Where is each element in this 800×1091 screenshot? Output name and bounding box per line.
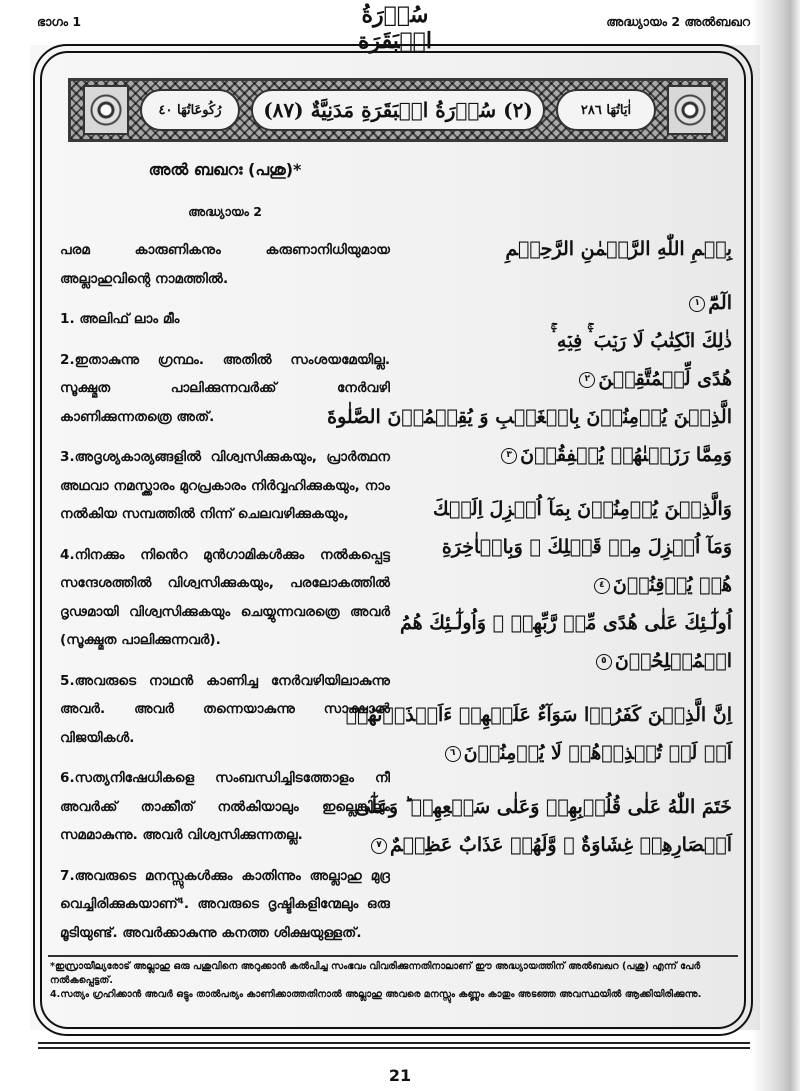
- ornament-medallion-icon: [83, 85, 129, 135]
- arabic-line: اِنَّ الَّذِيۡنَ كَفَرُوۡا سَوَآءٌ عَلَيۡهِمۡ ءَاَنۡذَرۡتَهُمۡ: [345, 704, 732, 726]
- arabic-line: اَبۡصَارِهِمۡ غِشَاوَةٌ ۚ وَّلَهُمۡ عَذَابٌ عَظِيۡمٌ٧: [402, 826, 732, 864]
- arabic-line: خَتَمَ اللّٰهُ عَلٰى قُلُوۡبِهِمۡ وَعَلٰى سَمۡعِهِمۡ ؕ وَعَلٰٓى: [355, 796, 732, 818]
- verse-translation-7: 7.അവരുടെ മനസ്സുകൾക്കും കാതിന്നും അല്ലാഹു മുദ്ര വെച്ചിരിക്കുകയാണ്⁴. അവരുടെ ദൃഷ്ടികളിന്മേലും ഒരു മൂടിയുണ്ട്. അവർക്കാകുന്നു കനത്ത ശിക്ഷയുള്ളത്.: [60, 867, 390, 941]
- chapter-label: അദ്ധ്യായം 2: [188, 204, 262, 219]
- verse-translation-6: 6.സത്യനിഷേധികളെ സംബന്ധിച്ചിടത്തോളം നീ അവർക്ക് താക്കീത് നൽകിയാലും ഇല്ലെങ്കിലും സമമാകുന്നു. അവർ വിശ്വസിക്കുന്നതല്ല.: [60, 770, 390, 843]
- arabic-line: هُمۡ يُوۡقِنُوۡنَ٤: [402, 566, 732, 604]
- footnote-divider: [48, 955, 738, 957]
- ayah-number-marker: ٣: [501, 448, 517, 464]
- arabic-text-column: [327, 230, 732, 864]
- footnote-asterisk: *ഇസ്രായീല്യരോട് അല്ലാഹു ഒരു പശുവിനെ അറുക്കാൻ കൽപിച്ച സംഭവം വിവരിക്കുന്നതിനാലാണ് ഈ അദ്ധ്യായത്തിന് അൽബഖറ (പശു) എന്ന് പേർ നൽകപ്പെട്ടത്.: [50, 961, 701, 986]
- ayah-number-marker: ٤: [594, 578, 610, 594]
- ayah-number-marker: ٥: [596, 654, 612, 670]
- surah-title-cartouche: (٢) سُوۡرَةُ الۡبَقَرَةِ مَدَنِيَّةٌ (٨٧): [251, 89, 545, 131]
- surah-name-arabic: سُوۡرَةُ الۡبَقَرَة: [358, 2, 432, 54]
- arabic-line: اَمۡ لَمۡ تُنۡذِرۡهُمۡ لَا يُؤۡمِنُوۡنَ٦: [402, 734, 732, 772]
- arabic-line: وَمِمَّا رَزَقۡنٰهُمۡ يُنۡفِقُوۡنَ٣: [402, 436, 732, 474]
- footnotes: [50, 960, 740, 1002]
- arabic-line: وَمَآ اُنۡزِلَ مِنۡ قَبۡلِكَ ۚ وَبِالۡاٰخِرَةِ: [441, 536, 732, 558]
- verse-translation-3: 3.അദൃശ്യകാര്യങ്ങളിൽ വിശ്വസിക്കുകയും, പ്രാർത്ഥന അഥവാ നമസ്ക്കാരം മുറപ്രകാരം നിർവ്വഹിക്കുകയും, നാം നൽകിയ സമ്പത്തിൽ നിന്ന് ചെലവഴിക്കുകയും,: [60, 449, 390, 522]
- arabic-line: الۡمُفۡلِحُوۡنَ٥: [402, 642, 732, 680]
- arabic-line: وَالَّذِيۡنَ يُؤۡمِنُوۡنَ بِمَآ اُنۡزِلَ اِلَيۡكَ: [432, 498, 732, 520]
- verse-translation-5: 5.അവരുടെ നാഥൻ കാണിച്ച നേർവഴിയിലാകുന്നു അവർ. അവർ തന്നെയാകുന്നു സാക്ഷാൽ വിജയികൾ.: [60, 672, 390, 746]
- arabic-line: هُدًى لِّلۡمُتَّقِيۡنَ٢: [402, 360, 732, 398]
- verse-translation-4: 4.നിനക്കും നിൻെറ മുൻഗാമികൾക്കും നൽകപ്പെട്ട സന്ദേശത്തിൽ വിശ്വസിക്കുകയും, പരലോകത്തിൽ ദൃഢമായി വിശ്വസിക്കുകയും ചെയ്യുന്നവരത്രെ അവർ (സൂക്ഷ്മത പാലിക്കുന്നവർ).: [60, 546, 390, 648]
- rukus-count-cartouche: رُكُوعَاتُهَا ٤٠: [140, 89, 240, 131]
- arabic-line: الٓمّٓ١: [402, 284, 732, 322]
- verse-translation-2: 2.ഇതാകുന്നു ഗ്രന്ഥം. അതിൽ സംശയമേയില്ല. സൂക്ഷ്മത പാലിക്കുന്നവർക്ക് നേർവഴി കാണിക്കുന്നതത്രെ അത്.: [60, 351, 390, 425]
- page-number: 21: [388, 1066, 412, 1085]
- surah-title: അൽ ബഖറഃ (പശു)*: [148, 160, 302, 179]
- ayah-number-marker: ٢: [579, 372, 595, 388]
- arabic-line: ذٰلِكَ الۡكِتٰبُ لَا رَيۡبَ ۛۚ فِيۡهِ ۛۚ: [552, 330, 732, 352]
- ayah-number-marker: ٦: [445, 746, 461, 762]
- footnote-4: 4.സത്യം ഗ്രഹിക്കാൻ അവർ ഒട്ടും താൽപര്യം കാണിക്കാത്തതിനാൽ അല്ലാഹു അവരെ മനസ്സും കണ്ണും കാതും അടഞ്ഞ അവസ്ഥയിൽ ആക്കിയിരിക്കുന്നു.: [50, 989, 702, 1000]
- chapter-header-label: അദ്ധ്യായം 2 അൽബഖറ: [606, 14, 750, 29]
- ayat-count-cartouche: اٰيَاتُهَا ٢٨٦: [556, 89, 656, 131]
- running-header: [0, 0, 800, 54]
- ayah-number-marker: ١: [689, 296, 705, 312]
- ayah-number-marker: ٧: [371, 838, 387, 854]
- surah-ornamental-banner: [68, 78, 728, 142]
- part-label: ഭാഗം 1: [37, 14, 82, 29]
- arabic-line: اُولٰٓـئِكَ عَلٰى هُدًى مِّنۡ رَّبِّهِمۡ ۗ وَاُولٰٓـئِكَ هُمُ: [400, 612, 732, 634]
- verse-translation-1: 1. അലിഫ് ലാം മീം: [60, 311, 180, 327]
- arabic-line: الَّذِيۡنَ يُؤۡمِنُوۡنَ بِالۡغَيۡبِ وَ يُقِيۡمُوۡنَ الصَّلٰوةَ: [327, 406, 732, 428]
- ornament-medallion-icon: [667, 85, 713, 135]
- basmala-translation: പരമ കാരുണികനും കരുണാനിധിയുമായ അല്ലാഹുവിന്റെ നാമത്തിൽ.: [60, 242, 390, 287]
- bottom-double-rule: [38, 1042, 750, 1049]
- malayalam-translation-column: [60, 236, 390, 959]
- basmala-arabic: بِسۡمِ اللّٰهِ الرَّحۡمٰنِ الرَّحِيۡمِ: [505, 238, 732, 260]
